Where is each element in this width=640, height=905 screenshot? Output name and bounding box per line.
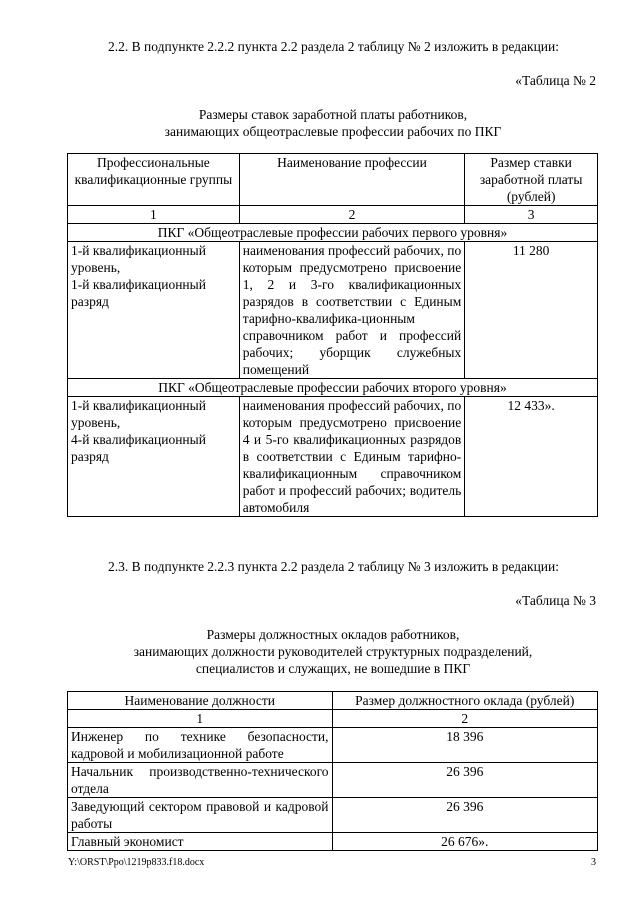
header-position: Наименование должности — [68, 692, 333, 710]
table-row — [68, 242, 598, 379]
page-number: 3 — [591, 857, 596, 868]
position-cell: Начальник производственно-технического отдела — [68, 763, 333, 798]
position-cell: Главный экономист — [68, 833, 333, 851]
paragraph-2-2: 2.2. В подпункте 2.2.2 пункта 2.2 раздела 2 таблицу № 2 изложить в редакции: — [108, 39, 559, 54]
table-row — [68, 833, 598, 851]
qualification-cell: 1-й квалификационный уровень, 4-й квалификационный разряд — [68, 397, 240, 517]
group-title-row: ПКГ «Общеотраслевые профессии рабочих второго уровня» — [68, 379, 598, 397]
position-cell: Заведующий сектором правовой и кадровой работы — [68, 798, 333, 833]
group-title-row: ПКГ «Общеотраслевые профессии рабочих первого уровня» — [68, 224, 598, 242]
table-2-heading: Размеры ставок заработной платы работников, занимающих общеотраслевые профессии рабочих по ПКГ — [164, 107, 502, 139]
table-row — [68, 798, 598, 833]
amount-cell: 12 433». — [465, 397, 598, 517]
header-rate: Размер ставки заработной платы (рублей) — [465, 154, 598, 206]
table-label-3: «Таблица № 3 — [515, 593, 596, 608]
amount-cell: 11 280 — [465, 242, 598, 379]
table-label-2: «Таблица № 2 — [515, 73, 596, 88]
header-groups: Профессиональные квалификационные группы — [68, 154, 240, 206]
salary-cell: 26 396 — [332, 798, 597, 833]
table-header-row — [68, 692, 598, 710]
table-row — [68, 763, 598, 798]
table-2 — [67, 153, 598, 517]
table-row — [68, 397, 598, 517]
position-cell: Инженер по технике безопасности, кадровой и мобилизационной работе — [68, 728, 333, 763]
header-salary: Размер должностного оклада (рублей) — [332, 692, 597, 710]
salary-cell: 26 676». — [332, 833, 597, 851]
profession-cell: наименования профессий рабочих, по которым предусмотрено присвоение 4 и 5-го квалификационных разрядов в соответствии с Единым тарифно-квалификационным справочником работ и профессий рабочих; водитель автомобиля — [239, 397, 465, 517]
header-profession: Наименование профессии — [239, 154, 465, 206]
table-3 — [67, 691, 598, 851]
table-row — [68, 728, 598, 763]
table-3-heading: Размеры должностных окладов работников, занимающих должности руководителей структурных подразделений, специалистов и служащих, не вошедшие в ПКГ — [133, 627, 533, 676]
footer-file-path: Y:\ORST\Ppo\1219p833.f18.docx — [68, 857, 205, 868]
paragraph-2-3: 2.3. В подпункте 2.2.3 пункта 2.2 раздела 2 таблицу № 3 изложить в редакции: — [108, 559, 559, 574]
salary-cell: 26 396 — [332, 763, 597, 798]
table-number-row: 1 2 — [68, 710, 598, 728]
qualification-cell: 1-й квалификационный уровень, 1-й квалификационный разряд — [68, 242, 240, 379]
salary-cell: 18 396 — [332, 728, 597, 763]
table-header-row — [68, 154, 598, 206]
table-number-row: 1 2 3 — [68, 206, 598, 224]
profession-cell: наименования профессий рабочих, по которым предусмотрено присвоение 1, 2 и 3-го квалификационных разрядов в соответствии с Единым тарифно-квалифика-ционным справочником работ и профессий рабочих; уборщик служебных помещений — [239, 242, 465, 379]
